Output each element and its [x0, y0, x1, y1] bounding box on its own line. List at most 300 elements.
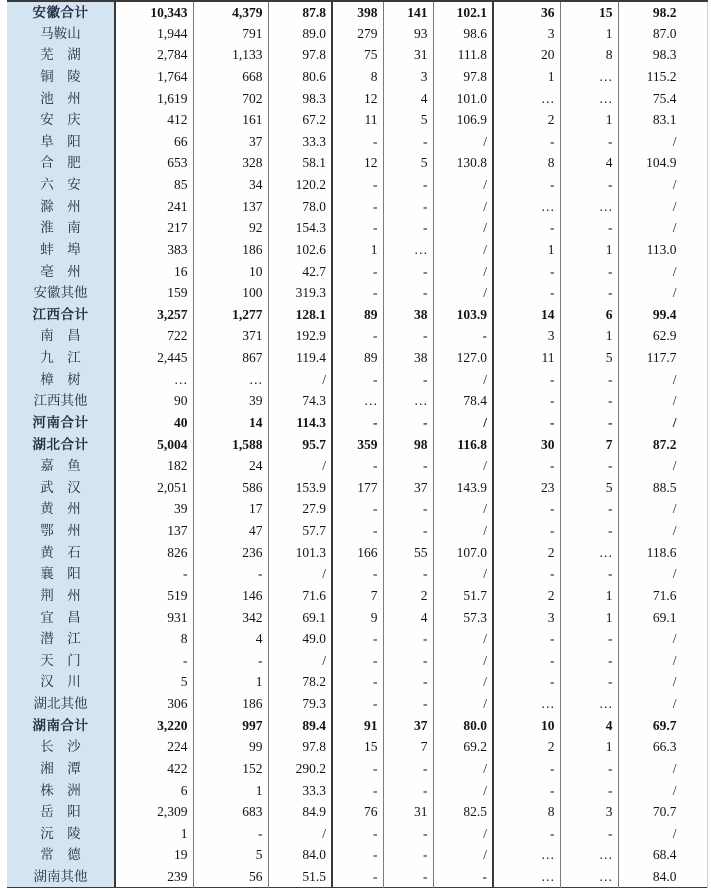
value-cell: 106.9 [433, 109, 493, 131]
region-name-cell: 潜 江 [7, 628, 115, 650]
value-cell: 115.2 [618, 66, 707, 88]
value-cell: - [383, 758, 433, 780]
value-cell: - [383, 671, 433, 693]
table-row [7, 477, 707, 499]
value-cell: - [560, 520, 618, 542]
table-row [7, 239, 707, 261]
value-cell: - [383, 412, 433, 434]
value-cell: 1 [115, 823, 193, 845]
value-cell: 90 [115, 390, 193, 412]
value-cell: / [433, 217, 493, 239]
value-cell: 128.1 [268, 304, 332, 326]
value-cell: … [493, 693, 560, 715]
value-cell: / [618, 282, 707, 304]
value-cell: - [383, 780, 433, 802]
value-cell: 6 [115, 780, 193, 802]
table-row [7, 369, 707, 391]
value-cell: 3 [493, 325, 560, 347]
value-cell: / [618, 369, 707, 391]
value-cell: 114.3 [268, 412, 332, 434]
table-row-total [7, 1, 707, 23]
value-cell: / [618, 758, 707, 780]
value-cell: 33.3 [268, 131, 332, 153]
value-cell: 102.6 [268, 239, 332, 261]
value-cell: 31 [383, 801, 433, 823]
value-cell: - [433, 866, 493, 888]
value-cell: - [493, 174, 560, 196]
value-cell: - [383, 369, 433, 391]
value-cell: - [383, 325, 433, 347]
region-name-cell: 南 昌 [7, 325, 115, 347]
value-cell: / [433, 693, 493, 715]
value-cell: 1,588 [193, 434, 268, 456]
region-name-cell: 湖南其他 [7, 866, 115, 888]
value-cell: - [560, 628, 618, 650]
value-cell: - [332, 758, 383, 780]
table-row [7, 520, 707, 542]
value-cell: / [433, 174, 493, 196]
value-cell: 97.8 [268, 736, 332, 758]
value-cell: 42.7 [268, 261, 332, 283]
value-cell: 3,220 [115, 715, 193, 737]
value-cell: 2,051 [115, 477, 193, 499]
value-cell: 137 [115, 520, 193, 542]
region-name-cell: 襄 阳 [7, 563, 115, 585]
region-name-cell: 嘉 鱼 [7, 455, 115, 477]
value-cell: 70.7 [618, 801, 707, 823]
value-cell: 130.8 [433, 152, 493, 174]
value-cell: - [332, 455, 383, 477]
value-cell: 78.2 [268, 671, 332, 693]
value-cell: 71.6 [268, 585, 332, 607]
value-cell: 2 [493, 109, 560, 131]
value-cell: - [493, 217, 560, 239]
table-row [7, 693, 707, 715]
value-cell: 118.6 [618, 542, 707, 564]
value-cell: / [618, 174, 707, 196]
value-cell: … [560, 88, 618, 110]
value-cell: 78.4 [433, 390, 493, 412]
value-cell: - [560, 563, 618, 585]
value-cell: / [433, 520, 493, 542]
value-cell: / [268, 823, 332, 845]
value-cell: 98.6 [433, 23, 493, 45]
value-cell: / [618, 261, 707, 283]
value-cell: 84.0 [268, 844, 332, 866]
table-row [7, 628, 707, 650]
region-name-cell: 河南合计 [7, 412, 115, 434]
value-cell: 1,764 [115, 66, 193, 88]
value-cell: 12 [332, 88, 383, 110]
value-cell: 19 [115, 844, 193, 866]
table-row-total [7, 434, 707, 456]
value-cell: 37 [383, 715, 433, 737]
value-cell: 69.2 [433, 736, 493, 758]
value-cell: 5 [383, 152, 433, 174]
value-cell: - [332, 693, 383, 715]
value-cell: / [618, 412, 707, 434]
value-cell: 1 [493, 66, 560, 88]
table-row [7, 109, 707, 131]
value-cell: … [560, 542, 618, 564]
table-row [7, 325, 707, 347]
value-cell: 153.9 [268, 477, 332, 499]
region-name-cell: 安 庆 [7, 109, 115, 131]
value-cell: - [332, 412, 383, 434]
value-cell: 15 [560, 1, 618, 23]
value-cell: - [560, 455, 618, 477]
region-name-cell: 安徽合计 [7, 1, 115, 23]
table-row [7, 66, 707, 88]
value-cell: 1 [560, 607, 618, 629]
value-cell: 119.4 [268, 347, 332, 369]
value-cell: 192.9 [268, 325, 332, 347]
value-cell: 4 [560, 152, 618, 174]
region-name-cell: 江西合计 [7, 304, 115, 326]
value-cell: 82.5 [433, 801, 493, 823]
value-cell: 49.0 [268, 628, 332, 650]
value-cell: … [332, 390, 383, 412]
value-cell: 111.8 [433, 44, 493, 66]
value-cell: 152 [193, 758, 268, 780]
value-cell: 17 [193, 498, 268, 520]
value-cell: 80.0 [433, 715, 493, 737]
value-cell: - [493, 369, 560, 391]
value-cell: 24 [193, 455, 268, 477]
table-row [7, 758, 707, 780]
value-cell: - [193, 823, 268, 845]
value-cell: 87.2 [618, 434, 707, 456]
table-row [7, 174, 707, 196]
value-cell: 34 [193, 174, 268, 196]
value-cell: - [560, 217, 618, 239]
value-cell: 5 [383, 109, 433, 131]
value-cell: 359 [332, 434, 383, 456]
value-cell: 2 [493, 542, 560, 564]
value-cell: 85 [115, 174, 193, 196]
value-cell: - [560, 671, 618, 693]
value-cell: 39 [115, 498, 193, 520]
value-cell: 422 [115, 758, 193, 780]
value-cell: / [618, 196, 707, 218]
value-cell: 931 [115, 607, 193, 629]
table-row [7, 217, 707, 239]
value-cell: 159 [115, 282, 193, 304]
value-cell: / [618, 780, 707, 802]
value-cell: 146 [193, 585, 268, 607]
value-cell: 68.4 [618, 844, 707, 866]
value-cell: 3 [560, 801, 618, 823]
value-cell: - [560, 261, 618, 283]
value-cell: … [560, 844, 618, 866]
table-row [7, 347, 707, 369]
value-cell: - [332, 563, 383, 585]
value-cell: / [618, 823, 707, 845]
value-cell: 89.4 [268, 715, 332, 737]
value-cell: 37 [383, 477, 433, 499]
value-cell: 383 [115, 239, 193, 261]
value-cell: … [493, 866, 560, 888]
value-cell: … [383, 239, 433, 261]
value-cell: 107.0 [433, 542, 493, 564]
region-name-cell: 黄 州 [7, 498, 115, 520]
value-cell: … [560, 866, 618, 888]
value-cell: 2 [383, 585, 433, 607]
value-cell: / [268, 455, 332, 477]
value-cell: / [618, 671, 707, 693]
value-cell: 166 [332, 542, 383, 564]
value-cell: 997 [193, 715, 268, 737]
value-cell: 161 [193, 109, 268, 131]
value-cell: 1 [560, 109, 618, 131]
value-cell: - [493, 261, 560, 283]
region-statistics-table [7, 0, 708, 888]
value-cell: 93 [383, 23, 433, 45]
value-cell: 8 [493, 152, 560, 174]
value-cell: - [332, 823, 383, 845]
value-cell: - [560, 369, 618, 391]
value-cell: 8 [115, 628, 193, 650]
value-cell: / [433, 498, 493, 520]
value-cell: - [560, 412, 618, 434]
table-row [7, 44, 707, 66]
value-cell: / [433, 628, 493, 650]
value-cell: 1,944 [115, 23, 193, 45]
value-cell: - [332, 844, 383, 866]
value-cell: 36 [493, 1, 560, 23]
value-cell: - [493, 520, 560, 542]
value-cell: 224 [115, 736, 193, 758]
value-cell: 4 [193, 628, 268, 650]
value-cell: - [493, 563, 560, 585]
region-name-cell: 六 安 [7, 174, 115, 196]
value-cell: 11 [493, 347, 560, 369]
value-cell: - [383, 174, 433, 196]
value-cell: 87.8 [268, 1, 332, 23]
value-cell: 89 [332, 304, 383, 326]
value-cell: 91 [332, 715, 383, 737]
value-cell: - [493, 671, 560, 693]
value-cell: 217 [115, 217, 193, 239]
value-cell: 66 [115, 131, 193, 153]
value-cell: - [332, 866, 383, 888]
value-cell: 27.9 [268, 498, 332, 520]
value-cell: 10 [493, 715, 560, 737]
value-cell: 1,133 [193, 44, 268, 66]
value-cell: 95.7 [268, 434, 332, 456]
value-cell: 4 [560, 715, 618, 737]
value-cell: 4 [383, 88, 433, 110]
value-cell: / [433, 282, 493, 304]
value-cell: 2,445 [115, 347, 193, 369]
value-cell: 83.1 [618, 109, 707, 131]
region-name-cell: 淮 南 [7, 217, 115, 239]
value-cell: 2,309 [115, 801, 193, 823]
value-cell: / [268, 650, 332, 672]
value-cell: 6 [560, 304, 618, 326]
value-cell: - [332, 498, 383, 520]
value-cell: 7 [560, 434, 618, 456]
value-cell: / [433, 412, 493, 434]
region-name-cell: 铜 陵 [7, 66, 115, 88]
value-cell: / [433, 823, 493, 845]
value-cell: - [383, 823, 433, 845]
value-cell: 4 [383, 607, 433, 629]
value-cell: 1 [332, 239, 383, 261]
value-cell: - [383, 261, 433, 283]
value-cell: 89.0 [268, 23, 332, 45]
value-cell: 38 [383, 304, 433, 326]
region-name-cell: 亳 州 [7, 261, 115, 283]
value-cell: 98 [383, 434, 433, 456]
value-cell: 51.7 [433, 585, 493, 607]
value-cell: 653 [115, 152, 193, 174]
value-cell: - [560, 758, 618, 780]
value-cell: 8 [332, 66, 383, 88]
value-cell: - [433, 325, 493, 347]
value-cell: 186 [193, 693, 268, 715]
value-cell: 319.3 [268, 282, 332, 304]
value-cell: - [383, 498, 433, 520]
value-cell: 1 [560, 736, 618, 758]
value-cell: - [493, 780, 560, 802]
value-cell: 342 [193, 607, 268, 629]
value-cell: - [383, 628, 433, 650]
value-cell: - [383, 650, 433, 672]
region-name-cell: 黄 石 [7, 542, 115, 564]
value-cell: 101.3 [268, 542, 332, 564]
value-cell: / [618, 390, 707, 412]
value-cell: - [332, 780, 383, 802]
value-cell: … [493, 844, 560, 866]
value-cell: 412 [115, 109, 193, 131]
region-name-cell: 鄂 州 [7, 520, 115, 542]
value-cell: 40 [115, 412, 193, 434]
value-cell: 9 [332, 607, 383, 629]
value-cell: 100 [193, 282, 268, 304]
value-cell: 51.5 [268, 866, 332, 888]
value-cell: 7 [383, 736, 433, 758]
value-cell: - [332, 520, 383, 542]
value-cell: / [433, 261, 493, 283]
value-cell: 101.0 [433, 88, 493, 110]
value-cell: 84.0 [618, 866, 707, 888]
value-cell: 98.3 [268, 88, 332, 110]
region-name-cell: 沅 陵 [7, 823, 115, 845]
value-cell: - [493, 823, 560, 845]
table-row [7, 607, 707, 629]
table-body [7, 1, 707, 888]
value-cell: 66.3 [618, 736, 707, 758]
value-cell: - [332, 174, 383, 196]
value-cell: 98.2 [618, 1, 707, 23]
value-cell: 98.3 [618, 44, 707, 66]
region-name-cell: 九 江 [7, 347, 115, 369]
value-cell: / [433, 131, 493, 153]
table-row [7, 650, 707, 672]
value-cell: / [618, 628, 707, 650]
value-cell: 186 [193, 239, 268, 261]
value-cell: 867 [193, 347, 268, 369]
table-row [7, 455, 707, 477]
value-cell: 2,784 [115, 44, 193, 66]
value-cell: 239 [115, 866, 193, 888]
value-cell: 2 [493, 585, 560, 607]
value-cell: - [383, 866, 433, 888]
value-cell: 328 [193, 152, 268, 174]
table-row [7, 131, 707, 153]
region-name-cell: 宜 昌 [7, 607, 115, 629]
value-cell: - [560, 131, 618, 153]
table-row [7, 866, 707, 888]
table-row [7, 844, 707, 866]
table-row [7, 196, 707, 218]
value-cell: - [193, 650, 268, 672]
value-cell: 398 [332, 1, 383, 23]
value-cell: 143.9 [433, 477, 493, 499]
value-cell: - [493, 498, 560, 520]
table-row [7, 780, 707, 802]
value-cell: 75.4 [618, 88, 707, 110]
value-cell: 99 [193, 736, 268, 758]
value-cell: … [560, 66, 618, 88]
value-cell: 182 [115, 455, 193, 477]
value-cell: 236 [193, 542, 268, 564]
table-row-total [7, 715, 707, 737]
value-cell: 79.3 [268, 693, 332, 715]
value-cell: 23 [493, 477, 560, 499]
value-cell: 31 [383, 44, 433, 66]
value-cell: 1 [560, 325, 618, 347]
value-cell: 5,004 [115, 434, 193, 456]
value-cell: 97.8 [268, 44, 332, 66]
value-cell: / [433, 758, 493, 780]
value-cell: 47 [193, 520, 268, 542]
value-cell: - [383, 455, 433, 477]
value-cell: 30 [493, 434, 560, 456]
value-cell: 3,257 [115, 304, 193, 326]
value-cell: / [618, 217, 707, 239]
value-cell: 668 [193, 66, 268, 88]
table-row [7, 823, 707, 845]
value-cell: 55 [383, 542, 433, 564]
region-name-cell: 安徽其他 [7, 282, 115, 304]
value-cell: 69.7 [618, 715, 707, 737]
value-cell: 58.1 [268, 152, 332, 174]
value-cell: 137 [193, 196, 268, 218]
value-cell: 5 [560, 477, 618, 499]
value-cell: 75 [332, 44, 383, 66]
table-row [7, 152, 707, 174]
value-cell: 117.7 [618, 347, 707, 369]
value-cell: 1 [560, 239, 618, 261]
value-cell: / [433, 844, 493, 866]
value-cell: - [560, 780, 618, 802]
value-cell: 102.1 [433, 1, 493, 23]
value-cell: - [383, 520, 433, 542]
value-cell: 74.3 [268, 390, 332, 412]
value-cell: 5 [115, 671, 193, 693]
value-cell: 37 [193, 131, 268, 153]
table-row [7, 282, 707, 304]
region-name-cell: 天 门 [7, 650, 115, 672]
value-cell: 683 [193, 801, 268, 823]
value-cell: / [433, 196, 493, 218]
value-cell: / [433, 239, 493, 261]
value-cell: / [618, 693, 707, 715]
value-cell: 78.0 [268, 196, 332, 218]
region-name-cell: 荆 州 [7, 585, 115, 607]
